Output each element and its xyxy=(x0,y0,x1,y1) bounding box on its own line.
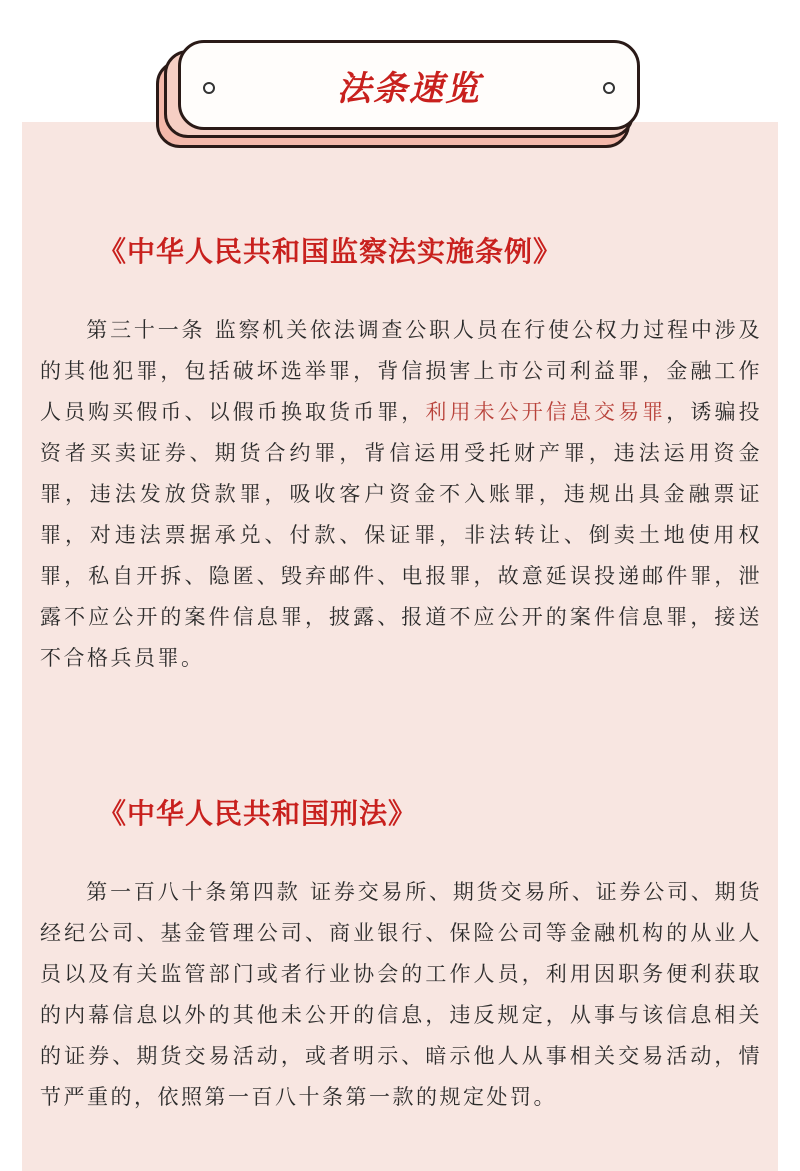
paragraph-text-part2: ，诱骗投资者买卖证券、期货合约罪，背信运用受托财产罪，违法运用资金罪，违法发放贷款罪，吸收客户资金不入账罪，违规出具金融票证罪，对违法票据承兑、付款、保证罪，非法转让、倒卖土地使用权罪，私自开拆、隐匿、毁弃邮件、电报罪，故意延误投递邮件罪，泄露不应公开的案件信息罪，披露、报道不应公开的案件信息罪，接送不合格兵员罪。 xyxy=(40,400,763,670)
banner-front-layer xyxy=(178,40,640,130)
title-banner xyxy=(150,38,640,158)
section-paragraph-article-180 xyxy=(40,872,762,1118)
section-title-criminal-law: 《中华人民共和国刑法》 xyxy=(98,797,418,830)
paragraph-text: 第一百八十条第四款 证券交易所、期货交易所、证券公司、期货经纪公司、基金管理公司、商业银行、保险公司等金融机构的从业人员以及有关监管部门或者行业协会的工作人员，利用因职务便利获取的内幕信息以外的其他未公开的信息，违反规定，从事与该信息相关的证券、期货交易活动，或者明示、暗示他人从事相关交易活动，情节严重的，依照第一百八十条第一款的规定处罚。 xyxy=(40,880,762,1109)
paragraph-text-part1: 第三十一条 监察机关依法调查公职人员在行使公权力过程中涉及的其他犯罪，包括破坏选举罪，背信损害上市公司利益罪，金融工作人员购买假币、以假币换取货币罪， xyxy=(40,318,762,424)
section-paragraph-article-31 xyxy=(40,310,762,679)
banner-right-dot-icon xyxy=(603,82,615,94)
highlighted-crime-name: 利用未公开信息交易罪 xyxy=(425,400,667,424)
section-title-supervision-regulation: 《中华人民共和国监察法实施条例》 xyxy=(98,235,563,268)
banner-title: 法条速览 xyxy=(337,68,481,109)
banner-left-dot-icon xyxy=(203,82,215,94)
